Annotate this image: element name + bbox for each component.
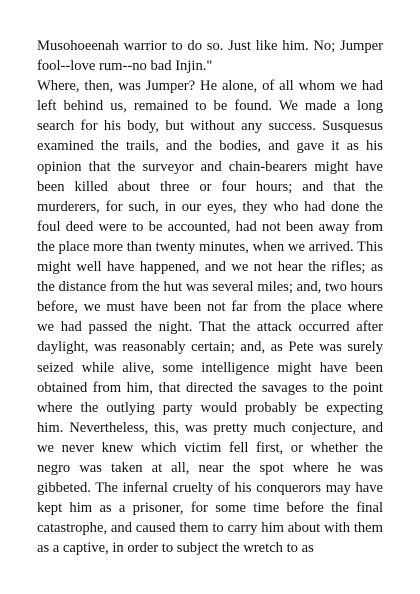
paragraph-continuation: Musohoeenah warrior to do so. Just like him. No; Jumper fool--love rum--no bad Injin.": [37, 38, 383, 75]
document-page: [37, 36, 383, 558]
paragraph-jumper-search: Where, then, was Jumper? He alone, of all whom we had left behind us, remained to be found. We made a long search for his body, but without any success. Susquesus examined the trails, and the bodies, and gave it as his opinion that the surveyor and chain-bearers might have been killed about three or four hours; and that the murderers, for such, in our eyes, they who had done the foul deed were to be accounted, had not been away from the place more than twenty minutes, when we arrived. This might well have happened, and we not hear the rifles; as the distance from the hut was several miles; and, two hours before, we must have been not far from the place where we had passed the night. That the attack occurred after daylight, was reasonably certain; and, as Pete was surely seized while alive, some intelligence might have been obtained from him, that directed the savages to the point where the outlying party would probably be expecting him. Nevertheless, this, was pretty much conjecture, and we never knew which victim fell first, or whether the negro was taken at all, near the spot where he was gibbeted. The infernal cruelty of his conquerors may have kept him as a prisoner, for some time before the final catastrophe, and caused them to carry him about with them as a captive, in order to subject the wretch to as: [37, 78, 383, 557]
